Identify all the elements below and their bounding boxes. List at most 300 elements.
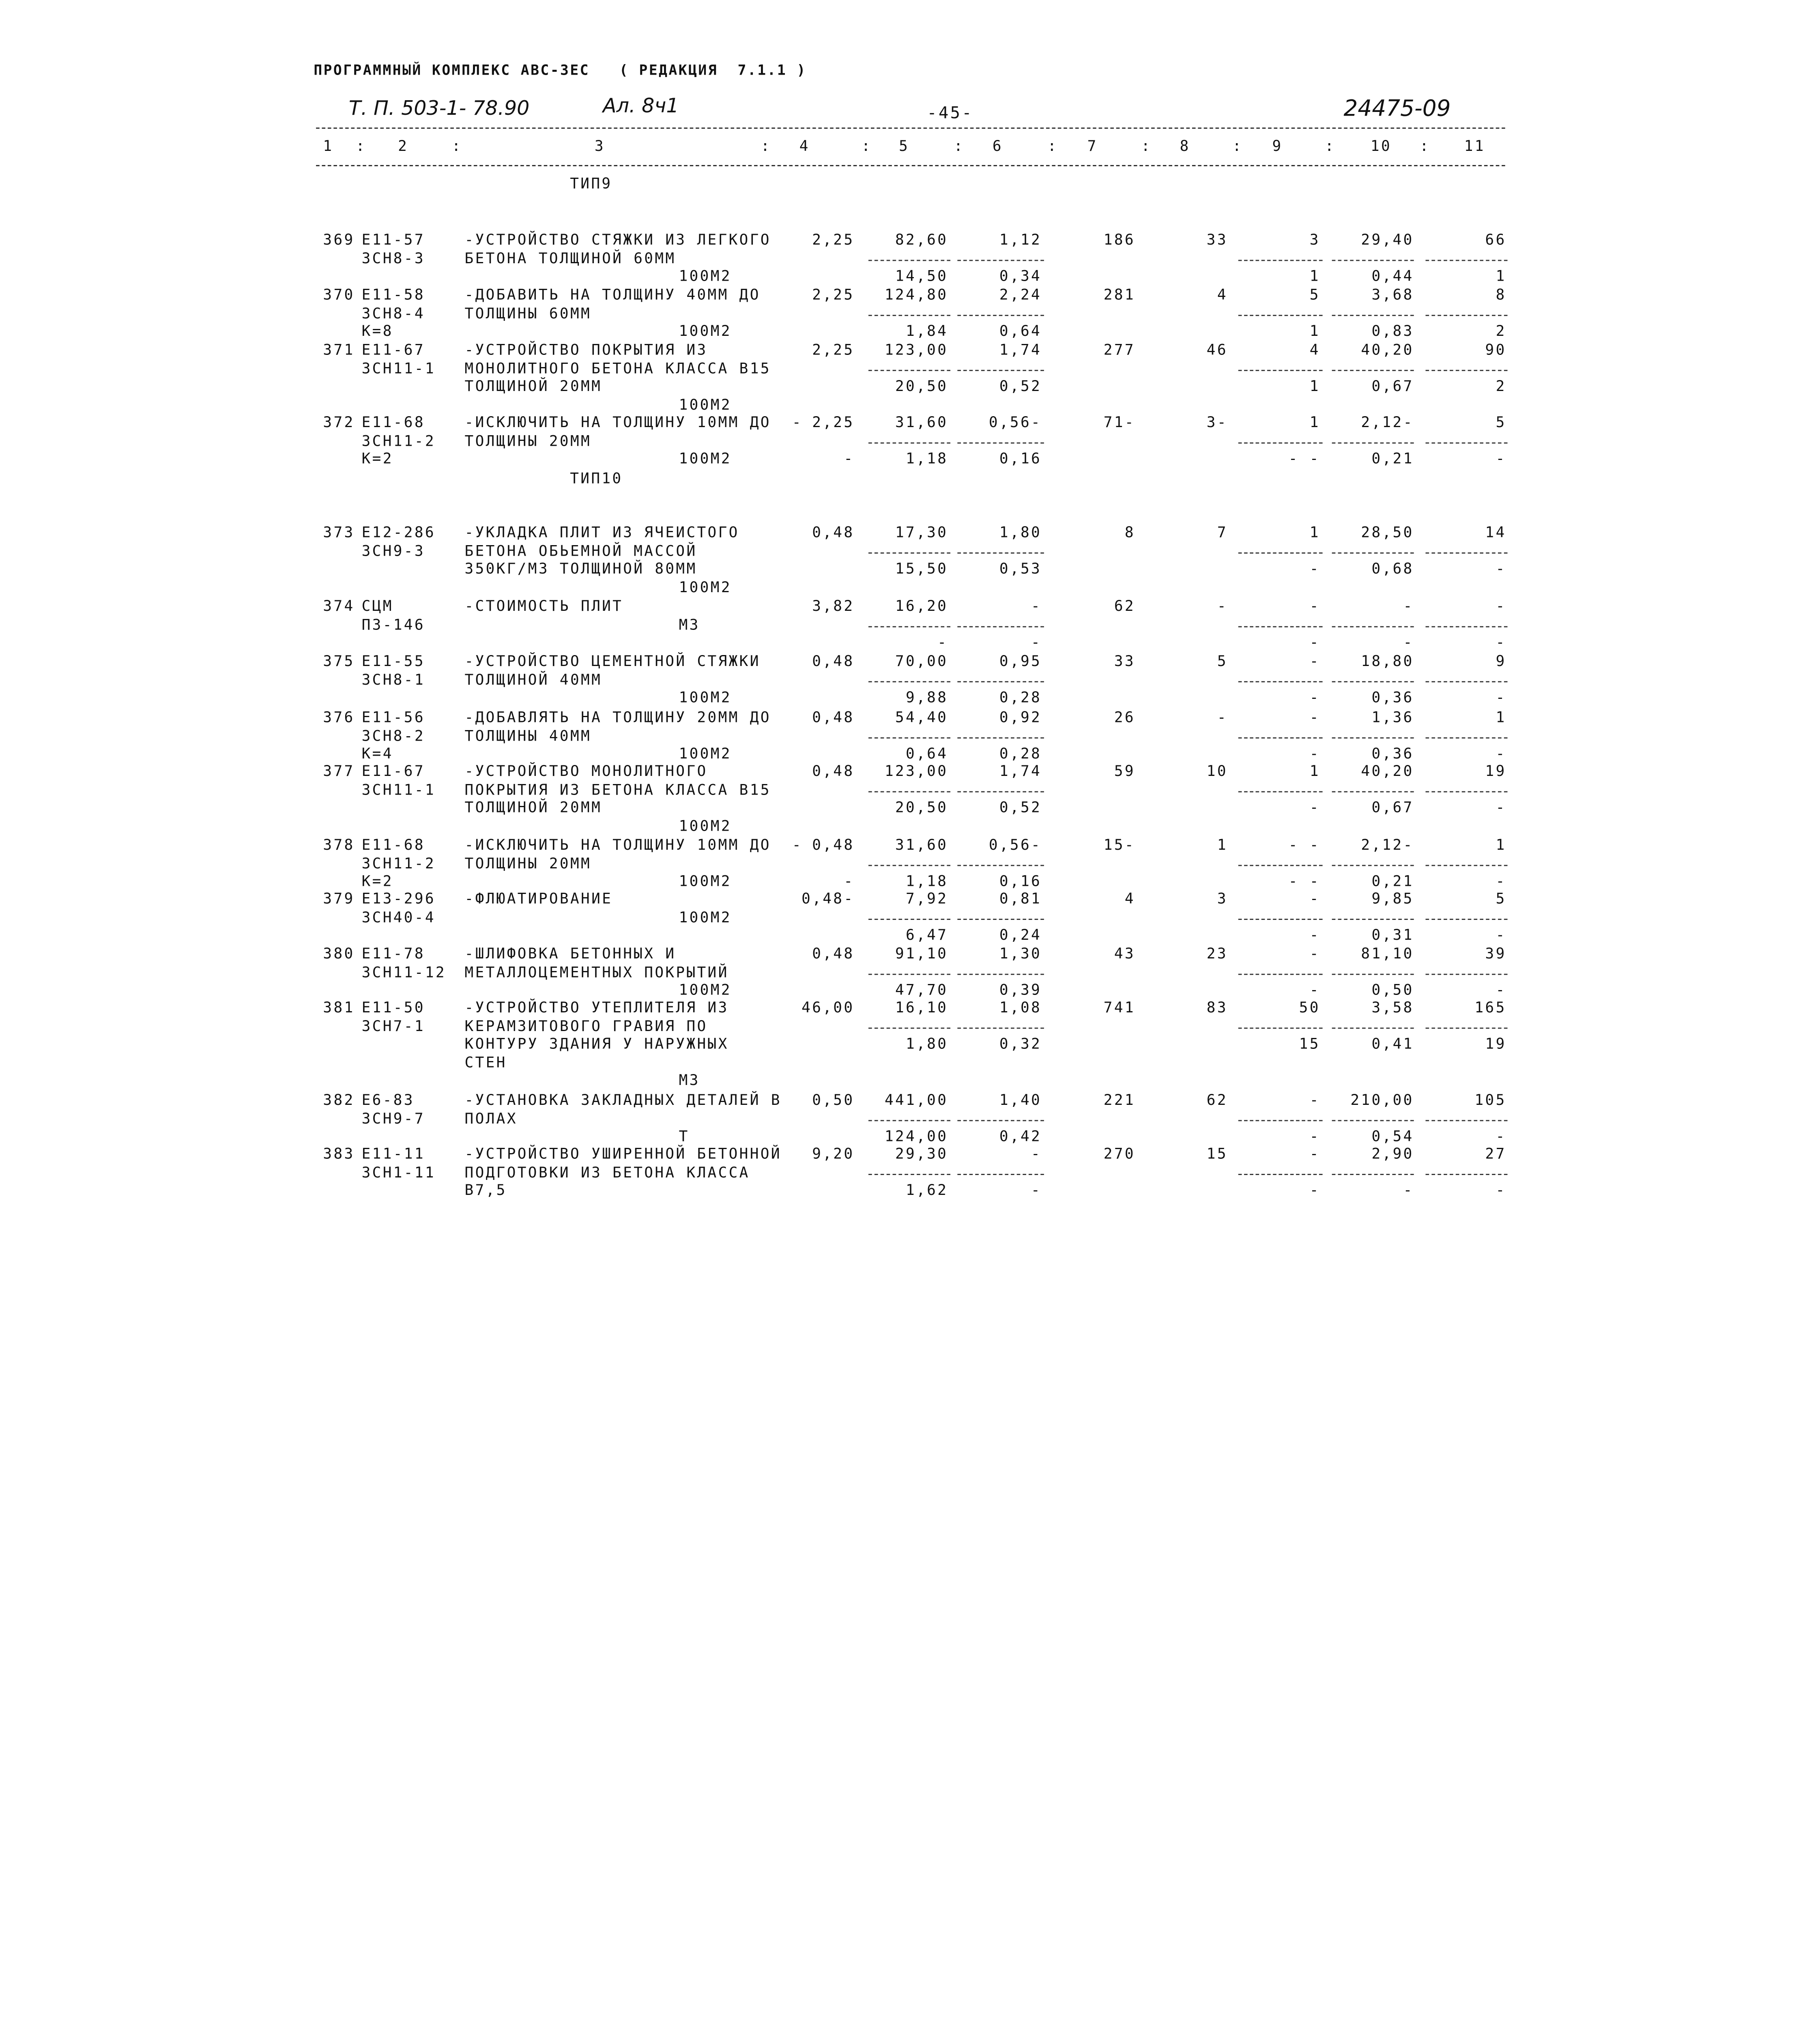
value-c5: 16,10 xyxy=(895,998,948,1016)
value-c10: 2,12- xyxy=(1361,413,1414,431)
subtotal-rule xyxy=(957,552,1044,553)
unit-of-measure: 100М2 xyxy=(679,907,732,926)
value-c8: 3 xyxy=(1217,889,1228,907)
subtotal-rule xyxy=(1426,626,1508,627)
value-c6-secondary: 0,32 xyxy=(999,1035,1042,1053)
column-separator: : xyxy=(356,137,367,155)
work-description: ТОЛЩИНЫ 60ММ xyxy=(464,304,592,322)
subtotal-rule xyxy=(957,864,1044,866)
rate-code: К=2 xyxy=(361,449,393,467)
value-c8: 62 xyxy=(1206,1091,1228,1109)
subtotal-rule xyxy=(1426,918,1508,919)
unit-of-measure: 100М2 xyxy=(679,578,732,596)
column-separator: : xyxy=(861,137,872,155)
value-c5-secondary: 14,50 xyxy=(895,267,948,285)
value-c5-secondary: 0,64 xyxy=(906,744,948,763)
value-c10-secondary: 0,21 xyxy=(1371,872,1414,890)
column-number: 1 xyxy=(323,137,334,155)
value-c9: 5 xyxy=(1309,286,1320,303)
value-c9: - xyxy=(1309,944,1320,962)
value-c6: 0,56- xyxy=(988,413,1042,431)
column-separator: : xyxy=(1420,137,1431,155)
value-c10-secondary: 0,31 xyxy=(1371,926,1414,944)
value-c6: 1,74 xyxy=(999,762,1042,780)
value-c9: 4 xyxy=(1309,340,1320,358)
rate-code: ЗСН8-2 xyxy=(361,726,425,744)
subtotal-rule xyxy=(868,259,950,260)
subtotal-rule xyxy=(1426,442,1508,443)
work-description: -ДОБАВИТЬ НА ТОЛЩИНУ 40ММ ДО xyxy=(464,286,761,303)
subtotal-rule xyxy=(868,1027,950,1028)
value-c8: 5 xyxy=(1217,652,1228,670)
value-c8: 23 xyxy=(1206,944,1228,962)
value-c6-secondary: - xyxy=(1031,633,1042,651)
value-c11: 14 xyxy=(1485,523,1506,541)
subtotal-rule xyxy=(868,791,950,792)
value-c11: 90 xyxy=(1485,340,1506,358)
rate-code: ЗСН7-1 xyxy=(361,1016,425,1034)
rate-code: ЗСН40-4 xyxy=(361,907,436,926)
value-c10-secondary: 0,54 xyxy=(1371,1127,1414,1145)
value-c6-secondary: 0,42 xyxy=(999,1127,1042,1145)
value-c5: 124,80 xyxy=(884,286,948,303)
value-c11-secondary: 2 xyxy=(1496,322,1506,340)
value-c4: 0,50 xyxy=(812,1091,855,1109)
subtotal-rule xyxy=(1238,314,1323,316)
value-c7: 33 xyxy=(1114,652,1135,670)
value-c9: - xyxy=(1309,708,1320,726)
unit-of-measure: М3 xyxy=(679,1071,700,1089)
value-c9-secondary: - xyxy=(1309,981,1320,999)
value-c7: 26 xyxy=(1114,708,1135,726)
value-c5-secondary: 1,84 xyxy=(906,322,948,340)
value-c5-secondary: 1,18 xyxy=(906,449,948,467)
header-rule-top xyxy=(316,128,1505,129)
value-c7: 281 xyxy=(1103,286,1135,303)
rate-code: Е11-68 xyxy=(361,413,425,431)
subtotal-rule xyxy=(1332,626,1414,627)
value-c10: - xyxy=(1403,597,1414,614)
value-c4: 0,48 xyxy=(812,944,855,962)
subtotal-rule xyxy=(868,1173,950,1175)
work-description: -ФЛЮАТИРОВАНИЕ xyxy=(464,889,613,907)
work-description: МЕТАЛЛОЦЕМЕНТНЫХ ПОКРЫТИЙ xyxy=(464,962,729,980)
rate-code: ЗСН11-1 xyxy=(361,780,436,798)
work-description: -УСТРОЙСТВО УТЕПЛИТЕЛЯ ИЗ xyxy=(464,998,729,1016)
value-c9-secondary: - xyxy=(1309,926,1320,944)
unit-of-measure: Т xyxy=(679,1127,690,1145)
value-c7: 71- xyxy=(1103,413,1135,431)
column-number: 11 xyxy=(1464,137,1485,155)
row-number: 370 xyxy=(323,286,355,303)
unit-of-measure: 100М2 xyxy=(679,872,732,890)
value-c9: 1 xyxy=(1309,413,1320,431)
subtotal-rule xyxy=(1332,442,1414,443)
value-c4: 0,48 xyxy=(812,652,855,670)
value-c4: 2,25 xyxy=(812,340,855,358)
value-c4: 0,48 xyxy=(812,523,855,541)
row-number: 377 xyxy=(323,762,355,780)
value-c6: 0,56- xyxy=(988,836,1042,853)
value-c6: 1,80 xyxy=(999,523,1042,541)
subtotal-rule xyxy=(868,681,950,682)
subtotal-rule xyxy=(1332,918,1414,919)
subtotal-rule xyxy=(1332,1173,1414,1175)
value-c9-secondary: - - xyxy=(1288,872,1320,890)
column-number: 3 xyxy=(594,137,605,155)
work-description: -УСТРОЙСТВО СТЯЖКИ ИЗ ЛЕГКОГО xyxy=(464,230,771,248)
value-c9: - - xyxy=(1288,836,1320,853)
work-description: КОНТУРУ ЗДАНИЯ У НАРУЖНЫХ xyxy=(464,1035,729,1053)
work-description: БЕТОНА ТОЛЩИНОЙ 60ММ xyxy=(464,249,676,266)
subtotal-rule xyxy=(957,314,1044,316)
work-description: МОНОЛИТНОГО БЕТОНА КЛАССА В15 xyxy=(464,359,771,376)
subtotal-rule xyxy=(1426,1119,1508,1121)
value-c9-secondary: 15 xyxy=(1299,1035,1320,1053)
value-c5: 82,60 xyxy=(895,230,948,248)
subtotal-rule xyxy=(868,864,950,866)
value-c11-secondary: - xyxy=(1496,1127,1506,1145)
row-number: 372 xyxy=(323,413,355,431)
value-c4: 0,48- xyxy=(801,889,855,907)
subtotal-rule xyxy=(1426,1173,1508,1175)
value-c4: 2,25 xyxy=(812,286,855,303)
value-c5: 17,30 xyxy=(895,523,948,541)
value-c7: 277 xyxy=(1103,340,1135,358)
work-description: БЕТОНА ОБЬЕМНОЙ МАССОЙ xyxy=(464,541,697,559)
value-c10: 2,12- xyxy=(1361,836,1414,853)
value-c11: 66 xyxy=(1485,230,1506,248)
value-c5: 16,20 xyxy=(895,597,948,614)
work-description: ТОЛЩИНЫ 40ММ xyxy=(464,726,592,744)
subtotal-rule xyxy=(1426,864,1508,866)
value-c4: 0,48 xyxy=(812,836,855,853)
row-number: 381 xyxy=(323,998,355,1016)
subtotal-rule xyxy=(1332,370,1414,371)
work-description: ТОЛЩИНЫ 20ММ xyxy=(464,854,592,872)
rate-code: Е11-68 xyxy=(361,836,425,853)
value-c6-secondary: 0,16 xyxy=(999,872,1042,890)
subtotal-rule xyxy=(1426,259,1508,260)
value-c9: 50 xyxy=(1299,998,1320,1016)
value-c10-secondary: 0,83 xyxy=(1371,322,1414,340)
value-c11-secondary: - xyxy=(1496,798,1506,816)
value-c6-secondary: 0,24 xyxy=(999,926,1042,944)
value-c6-secondary: 0,52 xyxy=(999,798,1042,816)
value-c9: - xyxy=(1309,889,1320,907)
work-description: -СТОИМОСТЬ ПЛИТ xyxy=(464,597,623,614)
value-c9-secondary: - xyxy=(1309,744,1320,763)
subtotal-rule xyxy=(1332,973,1414,975)
value-c4: 2,25 xyxy=(812,413,855,431)
column-separator: : xyxy=(1047,137,1058,155)
subtotal-rule xyxy=(1238,259,1323,260)
value-c11: 39 xyxy=(1485,944,1506,962)
value-c8: 46 xyxy=(1206,340,1228,358)
column-separator: : xyxy=(954,137,965,155)
rate-code: ЗСН8-4 xyxy=(361,304,425,322)
value-c6: 1,30 xyxy=(999,944,1042,962)
rate-code: ЗСН8-1 xyxy=(361,670,425,688)
value-c5-secondary: 1,62 xyxy=(906,1181,948,1199)
subtotal-rule xyxy=(957,681,1044,682)
rate-code: ЗСН11-1 xyxy=(361,359,436,376)
column-separator: : xyxy=(1141,137,1152,155)
subtotal-rule xyxy=(868,442,950,443)
value-c6: 1,40 xyxy=(999,1091,1042,1109)
subtotal-rule xyxy=(1332,1119,1414,1121)
value-c7: 59 xyxy=(1114,762,1135,780)
work-description: В7,5 xyxy=(464,1181,507,1199)
work-description: -ШЛИФОВКА БЕТОННЫХ И xyxy=(464,944,676,962)
rate-code: Е11-57 xyxy=(361,230,425,248)
value-c10: 29,40 xyxy=(1361,230,1414,248)
subtotal-rule xyxy=(1238,973,1323,975)
value-c8: - xyxy=(1217,597,1228,614)
value-c5: 91,10 xyxy=(895,944,948,962)
row-number: 375 xyxy=(323,652,355,670)
value-c10: 3,68 xyxy=(1371,286,1414,303)
value-c11-secondary: - xyxy=(1496,449,1506,467)
value-c5-secondary: 6,47 xyxy=(906,926,948,944)
subtotal-rule xyxy=(1332,552,1414,553)
rate-code: ЗСН11-2 xyxy=(361,854,436,872)
unit-of-measure: 100М2 xyxy=(679,395,732,413)
subtotal-rule xyxy=(868,626,950,627)
subtotal-rule xyxy=(1238,681,1323,682)
value-c6: 1,74 xyxy=(999,340,1042,358)
value-c10: 18,80 xyxy=(1361,652,1414,670)
value-c5: 31,60 xyxy=(895,413,948,431)
column-separator: : xyxy=(761,137,771,155)
value-c6-secondary: - xyxy=(1031,1181,1042,1199)
subtotal-rule xyxy=(957,259,1044,260)
subtotal-rule xyxy=(1238,370,1323,371)
document-number: 24475-09 xyxy=(1343,96,1451,122)
column-number: 7 xyxy=(1087,137,1098,155)
value-c9-secondary: - xyxy=(1309,798,1320,816)
rate-code: ЗСН11-2 xyxy=(361,431,436,449)
value-c11: 5 xyxy=(1496,889,1506,907)
column-number: 2 xyxy=(398,137,409,155)
column-number: 10 xyxy=(1370,137,1392,155)
value-c10-secondary: 0,41 xyxy=(1371,1035,1414,1053)
subtotal-rule xyxy=(868,552,950,553)
value-c11: 1 xyxy=(1496,836,1506,853)
value-c9-secondary: - - xyxy=(1288,449,1320,467)
rate-code: Е6-83 xyxy=(361,1091,415,1109)
value-c7: 43 xyxy=(1114,944,1135,962)
value-c5-secondary: 20,50 xyxy=(895,377,948,395)
header-rule-bottom xyxy=(316,165,1505,166)
value-c5-secondary: - xyxy=(937,633,948,651)
unit-of-measure: 100М2 xyxy=(679,267,732,285)
work-description: ТОЛЩИНОЙ 40ММ xyxy=(464,670,602,688)
unit-of-measure: 100М2 xyxy=(679,981,732,999)
value-c11: 8 xyxy=(1496,286,1506,303)
subtotal-rule xyxy=(1426,1027,1508,1028)
value-c4: 9,20 xyxy=(812,1145,855,1162)
value-c8: 83 xyxy=(1206,998,1228,1016)
subtotal-rule xyxy=(1332,791,1414,792)
unit-of-measure: 100М2 xyxy=(679,322,732,340)
subtotal-rule xyxy=(1238,1119,1323,1121)
subtotal-rule xyxy=(1238,1173,1323,1175)
unit-of-measure: 100М2 xyxy=(679,688,732,706)
value-c11: - xyxy=(1496,597,1506,614)
value-c5-secondary: 1,18 xyxy=(906,872,948,890)
rate-code: К=4 xyxy=(361,744,393,763)
value-c6: 0,95 xyxy=(999,652,1042,670)
unit-of-measure: 100М2 xyxy=(679,816,732,834)
value-c11-secondary: - xyxy=(1496,633,1506,651)
value-c7: 221 xyxy=(1103,1091,1135,1109)
value-c11-secondary: - xyxy=(1496,1181,1506,1199)
value-c7: 8 xyxy=(1124,523,1135,541)
unit-of-measure: М3 xyxy=(679,615,700,633)
rate-code: ЗСН11-12 xyxy=(361,962,447,980)
value-c8: - xyxy=(1217,708,1228,726)
value-c10-secondary: 0,67 xyxy=(1371,798,1414,816)
row-number: 383 xyxy=(323,1145,355,1162)
program-header: ПРОГРАММНЫЙ КОМПЛЕКС АВС-3ЕС ( РЕДАКЦИЯ 7.1.1 ) xyxy=(314,62,807,79)
value-c4: 0,48 xyxy=(812,762,855,780)
value-c11-secondary: - xyxy=(1496,559,1506,578)
subtotal-rule xyxy=(1238,791,1323,792)
value-c5: 31,60 xyxy=(895,836,948,853)
value-c9-secondary: - xyxy=(1309,559,1320,578)
value-c5: 7,92 xyxy=(906,889,948,907)
rate-code: Е11-50 xyxy=(361,998,425,1016)
subtotal-rule xyxy=(1332,259,1414,260)
value-c10-secondary: 0,50 xyxy=(1371,981,1414,999)
column-separator: : xyxy=(1325,137,1336,155)
value-c10: 81,10 xyxy=(1361,944,1414,962)
value-c6-secondary: 0,52 xyxy=(999,377,1042,395)
value-c6: 2,24 xyxy=(999,286,1042,303)
rate-code: Е11-67 xyxy=(361,762,425,780)
value-c9-secondary: 1 xyxy=(1309,322,1320,340)
column-number: 6 xyxy=(992,137,1003,155)
subtotal-rule xyxy=(1238,552,1323,553)
subtotal-rule xyxy=(1332,864,1414,866)
subtotal-rule xyxy=(957,442,1044,443)
value-c6: - xyxy=(1031,1145,1042,1162)
value-c4: 46,00 xyxy=(801,998,855,1016)
value-c7: 62 xyxy=(1114,597,1135,614)
subtotal-rule xyxy=(1238,864,1323,866)
value-c5-secondary: 9,88 xyxy=(906,688,948,706)
rate-code: Е11-78 xyxy=(361,944,425,962)
value-c11-secondary: 2 xyxy=(1496,377,1506,395)
work-description: ПОДГОТОВКИ ИЗ БЕТОНА КЛАССА xyxy=(464,1163,750,1181)
value-c11: 5 xyxy=(1496,413,1506,431)
value-c4: 0,48 xyxy=(812,708,855,726)
value-c11: 1 xyxy=(1496,708,1506,726)
value-c11-secondary: 19 xyxy=(1485,1035,1506,1053)
value-c10: 3,58 xyxy=(1371,998,1414,1016)
subtotal-rule xyxy=(1332,737,1414,738)
value-c4-secondary: - xyxy=(844,872,855,890)
column-separator: : xyxy=(1232,137,1243,155)
rate-code: П3-146 xyxy=(361,615,425,633)
section-label: ТИП10 xyxy=(570,469,623,487)
row-number: 374 xyxy=(323,597,355,614)
subtotal-rule xyxy=(868,314,950,316)
value-c9-secondary: 1 xyxy=(1309,267,1320,285)
value-c8: 7 xyxy=(1217,523,1228,541)
value-c11-secondary: - xyxy=(1496,688,1506,706)
value-c4: 2,25 xyxy=(812,230,855,248)
rate-code: Е11-67 xyxy=(361,340,425,358)
work-description: СТЕН xyxy=(464,1053,507,1071)
value-c6-secondary: 0,53 xyxy=(999,559,1042,578)
value-c7: 741 xyxy=(1103,998,1135,1016)
work-description: ПОЛАХ xyxy=(464,1109,518,1127)
value-c11-secondary: - xyxy=(1496,981,1506,999)
value-c6: - xyxy=(1031,597,1042,614)
row-number: 378 xyxy=(323,836,355,853)
column-number: 4 xyxy=(799,137,810,155)
value-c7: 15- xyxy=(1103,836,1135,853)
value-c6-secondary: 0,39 xyxy=(999,981,1042,999)
value-c6: 1,08 xyxy=(999,998,1042,1016)
project-number: Т. П. 503-1- 78.90 xyxy=(348,97,530,121)
value-c10-secondary: 0,36 xyxy=(1371,688,1414,706)
subtotal-rule xyxy=(868,737,950,738)
value-c7: 186 xyxy=(1103,230,1135,248)
work-description: -ИСКЛЮЧИТЬ НА ТОЛЩИНУ 10ММ ДО - xyxy=(464,836,803,853)
rate-code: ЗСН9-7 xyxy=(361,1109,425,1127)
value-c6-secondary: 0,16 xyxy=(999,449,1042,467)
value-c10: 28,50 xyxy=(1361,523,1414,541)
value-c10-secondary: 0,44 xyxy=(1371,267,1414,285)
value-c10-secondary: 0,21 xyxy=(1371,449,1414,467)
value-c10-secondary: 0,36 xyxy=(1371,744,1414,763)
value-c8: 10 xyxy=(1206,762,1228,780)
value-c7: 4 xyxy=(1124,889,1135,907)
work-description: ТОЛЩИНОЙ 20ММ xyxy=(464,377,602,395)
row-number: 379 xyxy=(323,889,355,907)
row-number: 369 xyxy=(323,230,355,248)
rate-code: ЗСН1-11 xyxy=(361,1163,436,1181)
value-c8: 4 xyxy=(1217,286,1228,303)
value-c5: 70,00 xyxy=(895,652,948,670)
column-number: 9 xyxy=(1272,137,1283,155)
subtotal-rule xyxy=(868,918,950,919)
subtotal-rule xyxy=(1238,737,1323,738)
value-c9: - xyxy=(1309,1145,1320,1162)
value-c11: 105 xyxy=(1474,1091,1506,1109)
value-c4-secondary: - xyxy=(844,449,855,467)
value-c9: 1 xyxy=(1309,762,1320,780)
unit-of-measure: 100М2 xyxy=(679,744,732,763)
subtotal-rule xyxy=(957,737,1044,738)
value-c5: 123,00 xyxy=(884,762,948,780)
value-c6-secondary: 0,34 xyxy=(999,267,1042,285)
column-separator: : xyxy=(451,137,462,155)
value-c11-secondary: - xyxy=(1496,926,1506,944)
value-c6-secondary: 0,28 xyxy=(999,744,1042,763)
work-description: -УСТРОЙСТВО УШИРЕННОЙ БЕТОННОЙ xyxy=(464,1145,782,1162)
subtotal-rule xyxy=(1332,681,1414,682)
value-c10: 1,36 xyxy=(1371,708,1414,726)
subtotal-rule xyxy=(1426,552,1508,553)
rate-code: ЗСН9-3 xyxy=(361,541,425,559)
value-c10: 210,00 xyxy=(1350,1091,1414,1109)
work-description: КЕРАМЗИТОВОГО ГРАВИЯ ПО xyxy=(464,1016,708,1034)
value-c5-secondary: 20,50 xyxy=(895,798,948,816)
